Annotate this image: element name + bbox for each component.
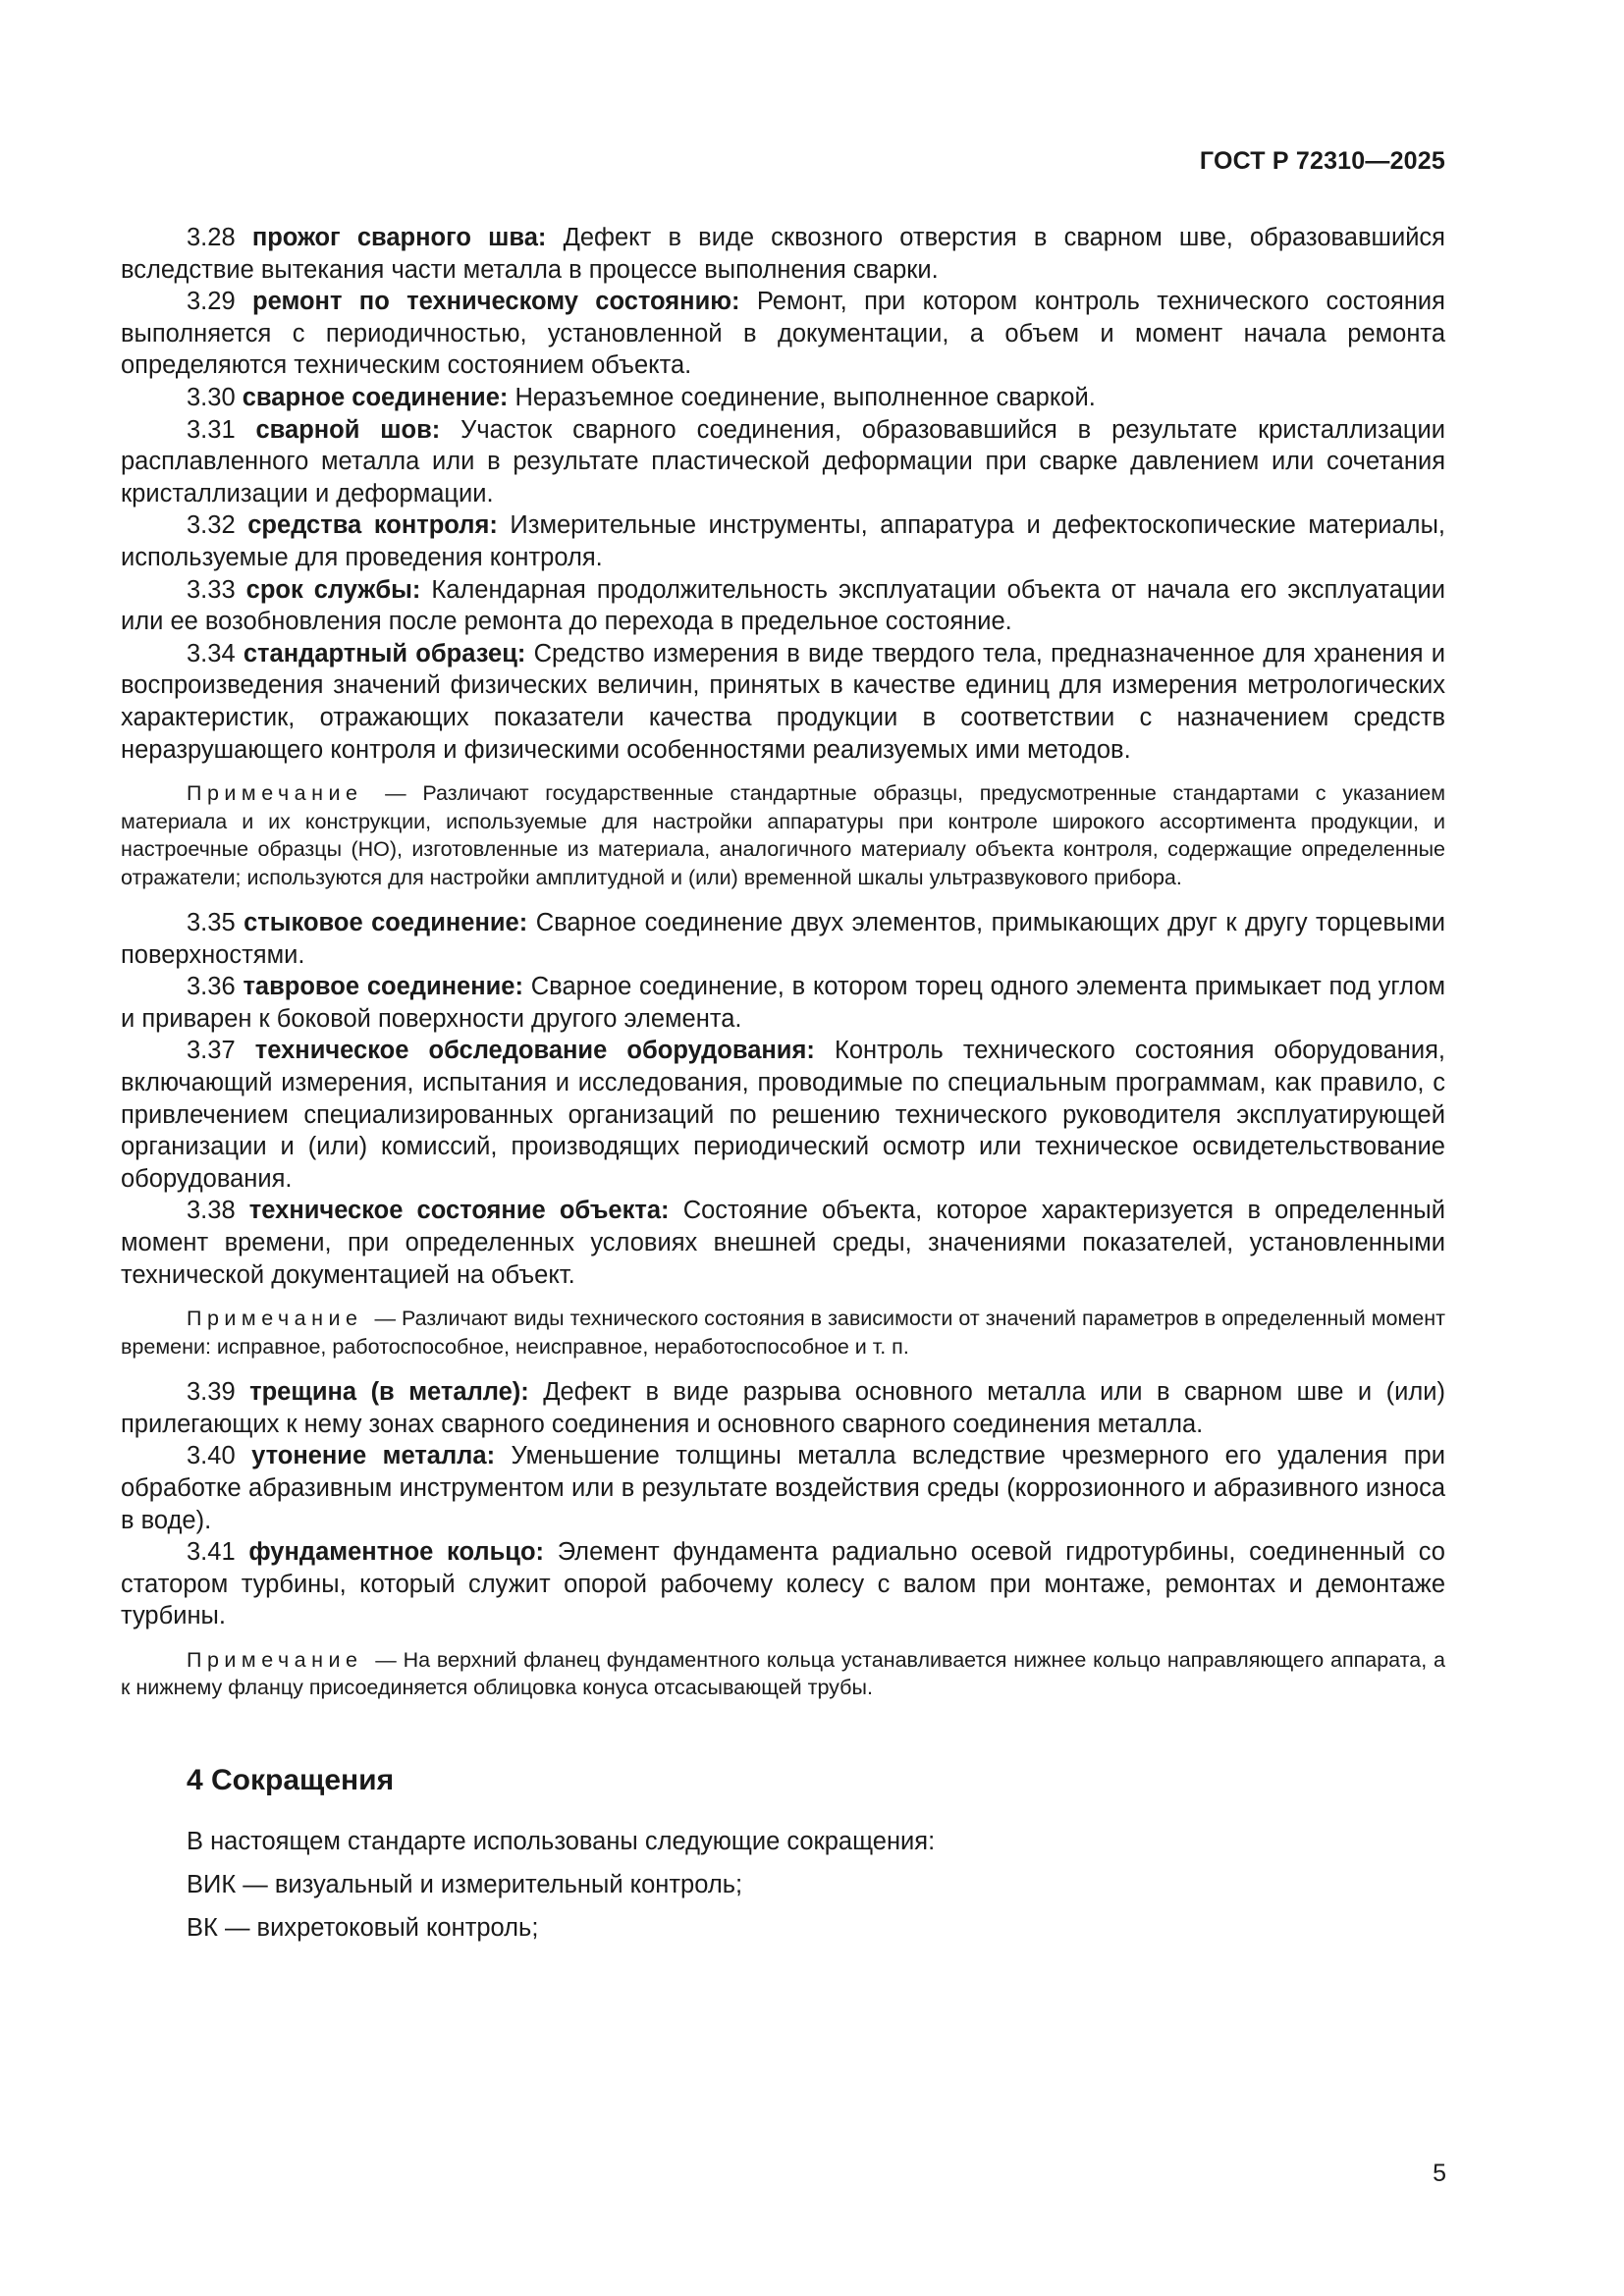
term-title: фундаментное кольцо: xyxy=(248,1538,545,1567)
term-entry xyxy=(121,222,1445,286)
term-entry xyxy=(121,1195,1445,1291)
term-definition: Контроль технического состояния оборудования, включающий измерения, испытания и исследования, проводимые по специальным программам, как правило, с привлечением специализированных организаций по решению технического руководителя эксплуатирующей организации и (или) комиссий, производящих периодический осмотр или техническое освидетельствование оборудования. xyxy=(121,1037,1445,1193)
term-definition: Дефект в виде сквозного отверстия в сварном шве, образовавшийся вследствие вытекания части металла в процессе выполнения сварки. xyxy=(121,224,1445,284)
term-entry xyxy=(121,574,1445,638)
term-entry xyxy=(121,509,1445,573)
note xyxy=(121,1305,1445,1361)
term-entry xyxy=(121,907,1445,971)
term-definition: Дефект в виде разрыва основного металла или в сварном шве и (или) прилегающих к нему зонах сварного соединения и основного сварного соединения металла. xyxy=(121,1378,1445,1438)
term-entry xyxy=(121,1035,1445,1195)
term-title: техническое состояние объекта: xyxy=(248,1197,670,1225)
term-entry xyxy=(121,382,1445,414)
term-title: техническое обследование оборудования: xyxy=(254,1037,815,1065)
term-number: 3.38 xyxy=(187,1197,236,1225)
note xyxy=(121,1646,1445,1702)
note-text: — Различают виды технического состояния в зависимости от значений параметров в определенный момент времени: исправное, работоспособное, неисправное, неработоспособное и т. п. xyxy=(121,1307,1445,1359)
term-number: 3.30 xyxy=(187,383,236,411)
term-title: сварное соединение: xyxy=(242,383,509,411)
term-definition: Участок сварного соединения, образовавшийся в результате кристаллизации расплавленного металла или в результате пластической деформации при сварке давлением или сочетания кристаллизации и деформации. xyxy=(121,415,1445,507)
term-number: 3.35 xyxy=(187,909,236,937)
term-definition: Средство измерения в виде твердого тела, предназначенное для хранения и воспроизведения значений физических величин, принятых в качестве единиц для измерения метрологических характеристик, отражающих показатели качества продукции в соответствии с назначением средств неразрушающего контроля и физическими особенностями реализуемых ими методов. xyxy=(121,639,1445,764)
term-definition: Состояние объекта, которое характеризуется в определенный момент времени, при определенных условиях внешней среды, значениями показателей, установленными технической документацией на объект. xyxy=(121,1197,1445,1289)
term-entry xyxy=(121,1536,1445,1632)
term-entry xyxy=(121,1440,1445,1536)
section-heading: 4 Сокращения xyxy=(187,1763,395,1796)
note-text: — На верхний фланец фундаментного кольца устанавливается нижнее кольцо направляющего аппарата, а к нижнему фланцу присоединяется облицовка конуса отсасывающей трубы. xyxy=(121,1647,1445,1700)
term-number: 3.37 xyxy=(187,1037,236,1065)
term-number: 3.41 xyxy=(187,1538,236,1567)
section-intro: В настоящем стандарте использованы следующие сокращения: xyxy=(187,1827,936,1855)
term-title: срок службы: xyxy=(245,575,421,604)
term-title: средства контроля: xyxy=(247,511,498,540)
term-title: трещина (в металле): xyxy=(249,1378,529,1407)
term-definition: Ремонт, при котором контроль технического состояния выполняется с периодичностью, установленной в документации, а объем и момент начала ремонта определяются техническим состоянием объекта. xyxy=(121,288,1445,380)
term-number: 3.32 xyxy=(187,511,236,540)
abbreviation-item: ВК — вихретоковый контроль; xyxy=(187,1913,539,1942)
term-number: 3.33 xyxy=(187,575,236,604)
term-number: 3.29 xyxy=(187,288,236,316)
term-definition: Календарная продолжительность эксплуатации объекта от начала его эксплуатации или ее возобновления после ремонта до перехода в предельное состояние. xyxy=(121,575,1445,636)
document-code: ГОСТ Р 72310—2025 xyxy=(1199,147,1445,175)
term-entry xyxy=(121,286,1445,382)
term-entry xyxy=(121,971,1445,1035)
term-definition: Измерительные инструменты, аппаратура и дефектоскопические материалы, используемые для проведения контроля. xyxy=(121,511,1445,571)
term-title: сварной шов: xyxy=(255,415,441,444)
term-entry xyxy=(121,1376,1445,1440)
term-number: 3.36 xyxy=(187,973,236,1001)
term-definition: Уменьшение толщины металла вследствие чрезмерного его удаления при обработке абразивным инструментом или в результате воздействия среды (коррозионного и абразивного износа в воде). xyxy=(121,1442,1445,1534)
term-title: тавровое соединение: xyxy=(243,973,523,1001)
term-definition: Сварное соединение, в котором торец одного элемента примыкает под углом и приварен к боковой поверхности другого элемента. xyxy=(121,973,1446,1033)
note-label: Примечание xyxy=(187,781,363,806)
term-definition: Сварное соединение двух элементов, примыкающих друг к другу торцевыми поверхностями. xyxy=(121,909,1445,969)
note-label: Примечание xyxy=(187,1647,363,1672)
abbreviation-item: ВИК — визуальный и измерительный контроль; xyxy=(187,1870,743,1898)
term-definition: Неразъемное соединение, выполненное сваркой. xyxy=(514,383,1096,411)
note xyxy=(121,779,1445,891)
term-number: 3.34 xyxy=(187,639,236,667)
term-number: 3.31 xyxy=(187,415,236,444)
note-label: Примечание xyxy=(187,1307,363,1331)
term-number: 3.28 xyxy=(187,224,236,251)
term-title: прожог сварного шва: xyxy=(251,224,547,251)
page-content xyxy=(121,222,1445,1944)
term-definition: Элемент фундамента радиально осевой гидротурбины, соединенный со статором турбины, который служит опорой рабочему колесу с валом при монтаже, ремонтах и демонтаже турбины. xyxy=(121,1538,1445,1630)
term-entry xyxy=(121,638,1445,766)
term-title: ремонт по техническому состоянию: xyxy=(252,288,740,316)
term-title: стыковое соединение: xyxy=(244,909,528,937)
page-number: 5 xyxy=(1433,2160,1446,2187)
term-title: стандартный образец: xyxy=(243,639,526,667)
note-text: — Различают государственные стандартные образцы, предусмотренные стандартами с указанием материала и их конструкции, используемые для настройки аппаратуры при контроле широкого ассортимента продукции, и настроечные образцы (НО), изготовленные из материала, аналогичного материалу объекта контроля, содержащие определенные отражатели; используются для настройки амплитудной и (или) временной шкалы ультразвукового прибора. xyxy=(121,781,1445,889)
term-entry xyxy=(121,414,1445,510)
term-number: 3.39 xyxy=(187,1378,236,1407)
term-number: 3.40 xyxy=(187,1442,236,1470)
term-title: утонение металла: xyxy=(251,1442,496,1470)
